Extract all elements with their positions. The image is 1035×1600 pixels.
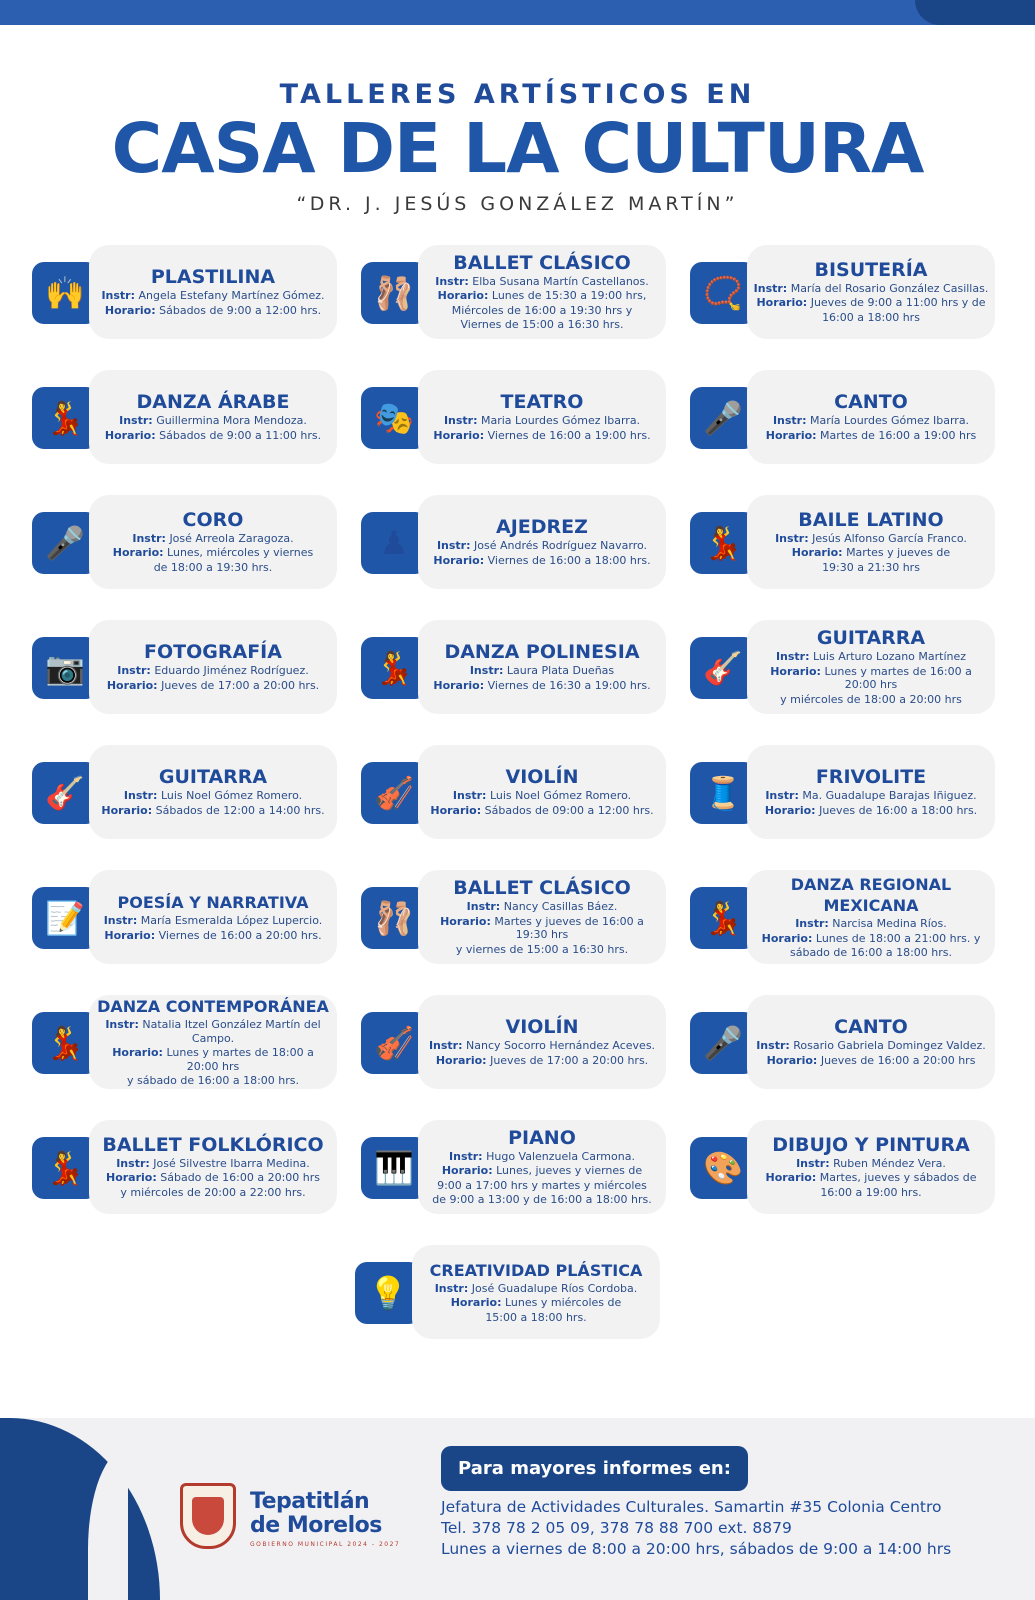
dancer-icon: 💃 — [45, 1024, 85, 1062]
workshop-card — [361, 370, 666, 464]
instructor-label: Instr: — [436, 539, 471, 552]
workshop-card — [690, 495, 995, 589]
dancer-icon: 💃 — [45, 1149, 85, 1187]
workshop-instructor — [424, 900, 660, 914]
schedule-text: 16:00 a 19:00 hrs. — [820, 1185, 922, 1199]
workshop-card — [361, 245, 666, 339]
schedule-text: Lunes, miércoles y viernes — [167, 546, 314, 560]
schedule-text: Jueves de 9:00 a 11:00 hrs y de — [810, 296, 986, 310]
top-bar-tab — [915, 0, 1035, 25]
page-header — [0, 78, 1035, 216]
instructor-name: Jesús Alfonso García Franco. — [812, 531, 967, 545]
workshop-card — [32, 995, 337, 1089]
instructor-label: Instr: — [105, 1018, 139, 1032]
schedule-label: Horario: — [105, 1171, 157, 1185]
instructor-name: Laura Plata Dueñas — [506, 664, 615, 677]
workshop-content — [747, 870, 995, 964]
instructor-name: Nancy Socorro Hernández Aceves. — [466, 1039, 656, 1052]
workshop-schedule — [95, 1074, 331, 1088]
instructor-name: María Lourdes Gómez Ibarra. — [810, 414, 970, 427]
schedule-text: Jueves de 16:00 a 20:00 hrs — [820, 1053, 976, 1067]
instructor-name: Maria Lourdes Gómez Ibarra. — [481, 414, 641, 427]
workshop-title: VIOLÍN — [505, 1016, 579, 1038]
workshop-content — [418, 495, 666, 589]
workshop-content — [418, 1120, 666, 1214]
workshop-instructor — [753, 917, 989, 931]
workshop-card — [361, 1120, 666, 1214]
schedule-text: sábado de 16:00 a 18:00 hrs. — [789, 946, 952, 960]
instructor-name: María Esmeralda López Lupercio. — [140, 914, 323, 927]
workshop-schedule — [424, 1054, 660, 1068]
schedule-text: 19:30 a 21:30 hrs — [822, 560, 920, 574]
instructor-label: Instr: — [775, 531, 809, 545]
instructor-label: Instr: — [101, 289, 135, 302]
instructor-name: Guillermina Mora Mendoza. — [156, 414, 307, 427]
ballet-shoes-icon: 🩰 — [374, 899, 414, 937]
workshop-card — [690, 370, 995, 464]
schedule-label: Horario: — [791, 546, 843, 560]
workshop-card — [32, 245, 337, 339]
schedule-text: 9:00 a 17:00 hrs y martes y miércoles — [437, 1178, 647, 1192]
instructor-name: Luis Arturo Lozano Martínez — [813, 650, 967, 663]
instructor-label: Instr: — [772, 414, 807, 427]
instructor-label: Instr: — [753, 281, 788, 295]
instructor-label: Instr: — [466, 900, 501, 913]
instructor-name: José Arreola Zaragoza. — [169, 531, 294, 545]
schedule-text: Martes de 16:00 a 19:00 hrs — [820, 428, 977, 442]
instructor-name: Nancy Casillas Báez. — [503, 900, 618, 913]
instructor-label: Instr: — [123, 789, 158, 802]
workshop-schedule — [753, 665, 989, 692]
schedule-text: y miércoles de 20:00 a 22:00 hrs. — [120, 1185, 306, 1199]
workshop-instructor — [95, 1018, 331, 1045]
workshop-instructor — [95, 289, 331, 303]
header-subtitle: “DR. J. JESÚS GONZÁLEZ MARTÍN” — [296, 193, 739, 215]
workshop-schedule — [424, 943, 660, 957]
schedule-text: Miércoles de 16:00 a 19:30 hrs y — [451, 303, 633, 317]
municipal-crest-icon — [180, 1483, 236, 1549]
schedule-text: Sábados de 9:00 a 12:00 hrs. — [159, 303, 322, 317]
workshop-schedule — [95, 929, 331, 943]
footer-swoosh — [0, 1418, 160, 1600]
piano-keys-icon: 🎹 — [374, 1149, 414, 1187]
schedule-text: Jueves de 16:00 a 18:00 hrs. — [819, 803, 978, 817]
workshop-title: CANTO — [834, 391, 908, 413]
memo-icon: 📝 — [45, 899, 85, 937]
workshop-content — [418, 995, 666, 1089]
workshop-title: FOTOGRAFÍA — [144, 641, 282, 663]
workshop-content — [747, 245, 995, 339]
workshop-content — [89, 495, 337, 589]
workshop-content — [418, 370, 666, 464]
ballet-shoes-icon: 🩰 — [374, 274, 414, 312]
schedule-text: Viernes de 16:00 a 20:00 hrs. — [158, 928, 322, 942]
schedule-label: Horario: — [433, 553, 485, 567]
light-bulb-icon: 💡 — [368, 1274, 408, 1312]
bead-necklace-icon: 📿 — [703, 274, 743, 312]
instructor-name: Hugo Valenzuela Carmona. — [486, 1149, 635, 1163]
instructor-name: María del Rosario González Casillas. — [790, 281, 989, 295]
header-kicker: TALLERES ARTÍSTICOS EN — [279, 79, 756, 110]
instructor-label: Instr: — [796, 1156, 830, 1170]
workshop-schedule — [95, 1171, 331, 1185]
workshop-title: PLASTILINA — [150, 266, 276, 288]
artist-palette-icon: 🎨 — [703, 1149, 743, 1187]
schedule-text: Lunes, jueves y viernes de — [496, 1164, 643, 1177]
workshop-instructor — [424, 664, 660, 678]
schedule-label: Horario: — [450, 1296, 502, 1310]
workshop-instructor — [95, 664, 331, 678]
instructor-label: Instr: — [132, 531, 166, 545]
workshop-card — [361, 870, 666, 964]
workshop-card — [690, 1120, 995, 1214]
workshop-schedule — [95, 304, 331, 318]
workshop-content — [747, 620, 995, 714]
workshop-title: FRIVOLITE — [815, 766, 927, 788]
workshop-title: DIBUJO Y PINTURA — [772, 1133, 970, 1156]
workshop-content — [89, 745, 337, 839]
workshop-schedule — [424, 1179, 660, 1193]
workshop-schedule — [95, 679, 331, 693]
instructor-label: Instr: — [428, 1039, 463, 1052]
schedule-label: Horario: — [430, 803, 482, 817]
brand-line-2: de Morelos — [250, 1513, 382, 1538]
workshop-content — [89, 245, 337, 339]
schedule-label: Horario: — [106, 678, 158, 692]
instructor-name: Luis Noel Gómez Romero. — [160, 789, 303, 802]
workshop-schedule — [418, 1296, 654, 1310]
workshop-content — [89, 370, 337, 464]
workshop-title: CREATIVIDAD PLÁSTICA — [429, 1260, 643, 1280]
schedule-label: Horario: — [770, 664, 821, 678]
workshop-content — [747, 495, 995, 589]
workshop-schedule — [95, 1046, 331, 1073]
microphone-icon: 🎤 — [703, 1024, 743, 1062]
schedule-label: Horario: — [101, 803, 153, 817]
workshop-schedule — [424, 429, 660, 443]
instructor-label: Instr: — [116, 1156, 150, 1170]
workshop-card — [361, 495, 666, 589]
schedule-label: Horario: — [761, 931, 813, 945]
chess-pawn-icon: ♟ — [379, 524, 409, 562]
instructor-label: Instr: — [756, 1039, 790, 1052]
workshop-schedule — [95, 561, 331, 575]
schedule-text: Viernes de 16:30 a 19:00 hrs. — [487, 678, 651, 692]
workshop-schedule — [753, 561, 989, 575]
theater-masks-icon: 🎭 — [374, 399, 414, 437]
instructor-label: Instr: — [119, 414, 153, 427]
top-bar — [0, 0, 1035, 25]
instructor-name: Angela Estefany Martínez Gómez. — [138, 289, 325, 302]
workshop-schedule — [424, 1193, 660, 1207]
workshop-instructor — [424, 1039, 660, 1053]
workshop-schedule — [95, 804, 331, 818]
workshop-card — [361, 995, 666, 1089]
schedule-label: Horario: — [104, 428, 156, 442]
workshop-instructor — [753, 414, 989, 428]
workshop-schedule — [424, 915, 660, 942]
schedule-text: Viernes de 16:00 a 19:00 hrs. — [487, 428, 651, 442]
schedule-label: Horario: — [765, 1171, 817, 1185]
workshop-instructor — [753, 282, 989, 296]
schedule-text: 15:00 a 18:00 hrs. — [485, 1310, 587, 1324]
workshop-schedule — [753, 1171, 989, 1185]
microphone-icon: 🎤 — [703, 399, 743, 437]
workshop-title: DANZA CONTEMPORÁNEA — [97, 997, 329, 1017]
guitar-icon: 🎸 — [45, 774, 85, 812]
workshop-title: BISUTERÍA — [814, 258, 928, 281]
schedule-text: Lunes de 15:30 a 19:00 hrs, — [491, 289, 647, 302]
schedule-text: Sábados de 9:00 a 11:00 hrs. — [159, 428, 322, 442]
workshop-title: GUITARRA — [158, 766, 268, 788]
schedule-text: y viernes de 15:00 a 16:30 hrs. — [455, 942, 629, 956]
workshop-card — [690, 745, 995, 839]
schedule-label: Horario: — [104, 928, 156, 942]
workshop-content — [747, 1120, 995, 1214]
workshop-content — [747, 745, 995, 839]
workshop-schedule — [753, 296, 989, 310]
schedule-label: Horario: — [766, 1053, 818, 1067]
schedule-text: Viernes de 15:00 a 16:30 hrs. — [460, 318, 624, 331]
instructor-name: José Silvestre Ibarra Medina. — [153, 1156, 310, 1170]
schedule-text: Martes y jueves de — [846, 546, 951, 560]
instructor-name: Ma. Guadalupe Barajas Iñiguez. — [802, 789, 977, 802]
workshop-instructor — [95, 914, 331, 928]
workshop-instructor — [424, 539, 660, 553]
workshop-schedule — [753, 1186, 989, 1200]
workshop-content — [747, 995, 995, 1089]
workshop-schedule — [424, 804, 660, 818]
schedule-text: Lunes de 18:00 a 21:00 hrs. y — [815, 931, 981, 945]
workshop-schedule — [424, 554, 660, 568]
workshop-content — [747, 370, 995, 464]
workshop-schedule — [753, 1054, 989, 1068]
instructor-name: José Guadalupe Ríos Cordoba. — [471, 1281, 638, 1295]
schedule-text: Martes y jueves de 16:00 a 19:30 hrs — [494, 914, 644, 941]
instructor-name: Natalia Itzel González Martín del Campo. — [142, 1018, 321, 1045]
instructor-name: Narcisa Medina Ríos. — [832, 917, 947, 931]
schedule-label: Horario: — [440, 914, 491, 928]
workshop-card — [690, 245, 995, 339]
schedule-text: de 18:00 a 19:30 hrs. — [153, 560, 273, 574]
schedule-text: Jueves de 17:00 a 20:00 hrs. — [161, 678, 320, 692]
more-info-banner: Para mayores informes en: — [441, 1446, 748, 1491]
workshop-title: CANTO — [834, 1016, 908, 1038]
dancer-icon: 💃 — [45, 399, 85, 437]
workshop-card — [32, 620, 337, 714]
instructor-name: Luis Noel Gómez Romero. — [489, 789, 632, 802]
workshop-title: GUITARRA — [816, 627, 926, 649]
instructor-name: José Andrés Rodríguez Navarro. — [474, 539, 648, 552]
workshop-instructor — [95, 1157, 331, 1171]
workshop-schedule — [753, 693, 989, 707]
workshop-content — [89, 620, 337, 714]
workshop-schedule — [753, 932, 989, 946]
schedule-label: Horario: — [433, 428, 485, 442]
workshop-title: DANZA ÁRABE — [136, 391, 290, 413]
workshop-card — [32, 495, 337, 589]
workshop-content — [89, 870, 337, 964]
brand-logo — [250, 1490, 400, 1548]
workshop-schedule — [424, 318, 660, 332]
workshop-content — [418, 870, 666, 964]
schedule-text: Sábados de 09:00 a 12:00 hrs. — [484, 803, 654, 817]
workshop-content — [418, 245, 666, 339]
instructor-label: Instr: — [434, 1281, 469, 1295]
schedule-text: Lunes y miércoles de — [504, 1296, 622, 1310]
workshop-card — [690, 995, 995, 1089]
workshop-content — [89, 995, 337, 1089]
brand-line-1: Tepatitlán — [250, 1489, 370, 1514]
workshop-title: BALLET CLÁSICO — [453, 877, 631, 899]
contact-address: Jefatura de Actividades Culturales. Samartin #35 Colonia Centro — [441, 1498, 942, 1516]
workshop-instructor — [424, 789, 660, 803]
workshop-card — [355, 1245, 660, 1339]
workshop-instructor — [424, 414, 660, 428]
instructor-name: Elba Susana Martín Castellanos. — [472, 274, 649, 288]
contact-info — [441, 1497, 951, 1560]
thread-spool-icon: 🧵 — [703, 774, 743, 812]
schedule-text: Sábados de 12:00 a 14:00 hrs. — [155, 803, 325, 817]
schedule-text: Lunes y martes de 18:00 a 20:00 hrs — [166, 1046, 314, 1073]
contact-hours: Lunes a viernes de 8:00 a 20:00 hrs, sábados de 9:00 a 14:00 hrs — [441, 1540, 952, 1558]
workshop-title: BAILE LATINO — [798, 508, 944, 531]
instructor-label: Instr: — [103, 914, 138, 927]
workshop-schedule — [95, 429, 331, 443]
schedule-text: Martes, jueves y sábados de — [819, 1171, 977, 1185]
instructor-label: Instr: — [435, 274, 469, 288]
instructor-label: Instr: — [469, 664, 504, 677]
workshop-card — [32, 870, 337, 964]
instructor-label: Instr: — [117, 664, 151, 677]
schedule-text: y miércoles de 18:00 a 20:00 hrs — [780, 692, 962, 706]
workshop-schedule — [753, 946, 989, 960]
schedule-label: Horario: — [112, 1046, 163, 1060]
schedule-text: Lunes y martes de 16:00 a 20:00 hrs — [824, 664, 972, 691]
workshop-instructor — [424, 1150, 660, 1164]
workshop-title: POESÍA Y NARRATIVA — [117, 893, 309, 912]
schedule-label: Horario: — [104, 303, 156, 317]
workshop-card — [690, 870, 995, 964]
instructor-label: Instr: — [449, 1149, 483, 1163]
schedule-label: Horario: — [437, 289, 489, 302]
workshop-title: BALLET CLÁSICO — [453, 251, 631, 274]
workshop-instructor — [95, 789, 331, 803]
workshop-title: TEATRO — [500, 391, 584, 413]
schedule-label: Horario: — [756, 296, 808, 310]
dancer-icon: 💃 — [374, 649, 414, 687]
workshop-instructor — [95, 414, 331, 428]
workshop-instructor — [753, 789, 989, 803]
schedule-label: Horario: — [112, 546, 164, 560]
schedule-text: Jueves de 17:00 a 20:00 hrs. — [490, 1053, 649, 1067]
instructor-name: Eduardo Jiménez Rodríguez. — [154, 664, 309, 677]
schedule-label: Horario: — [765, 428, 817, 442]
schedule-label: Horario: — [435, 1053, 487, 1067]
workshop-schedule — [424, 1164, 660, 1178]
workshop-schedule — [753, 311, 989, 325]
guitar-icon: 🎸 — [703, 649, 743, 687]
workshop-card — [32, 370, 337, 464]
workshop-content — [418, 620, 666, 714]
workshop-instructor — [753, 650, 989, 664]
schedule-text: 16:00 a 18:00 hrs — [822, 310, 920, 324]
brand-tagline: GOBIERNO MUNICIPAL 2024 - 2027 — [250, 1541, 401, 1548]
workshop-card — [32, 1120, 337, 1214]
workshop-title: VIOLÍN — [505, 766, 579, 788]
workshop-content — [412, 1245, 660, 1339]
camera-icon: 📷 — [45, 649, 85, 687]
workshop-instructor — [424, 275, 660, 289]
workshop-title: DANZA POLINESIA — [444, 641, 640, 663]
instructor-label: Instr: — [765, 789, 799, 802]
workshop-card — [361, 620, 666, 714]
workshop-schedule — [424, 679, 660, 693]
workshop-schedule — [418, 1311, 654, 1325]
workshop-card — [32, 745, 337, 839]
workshop-card — [690, 620, 995, 714]
workshop-schedule — [424, 304, 660, 318]
workshop-schedule — [95, 546, 331, 560]
workshop-schedule — [424, 289, 660, 303]
violin-icon: 🎻 — [374, 1024, 414, 1062]
raised-hands-icon: 🙌 — [45, 274, 85, 312]
workshop-title: AJEDREZ — [496, 516, 588, 538]
workshop-instructor — [418, 1282, 654, 1296]
workshop-instructor — [753, 532, 989, 546]
workshop-content — [418, 745, 666, 839]
workshop-card — [361, 745, 666, 839]
instructor-label: Instr: — [443, 414, 478, 427]
schedule-text: y sábado de 16:00 a 18:00 hrs. — [126, 1074, 299, 1088]
workshop-title: BALLET FOLKLÓRICO — [102, 1133, 324, 1156]
dancer-icon: 💃 — [703, 524, 743, 562]
workshop-title: PIANO — [508, 1126, 576, 1149]
schedule-text: Viernes de 16:00 a 18:00 hrs. — [487, 553, 651, 567]
workshop-instructor — [95, 532, 331, 546]
workshop-title: CORO — [182, 508, 244, 531]
workshop-instructor — [753, 1157, 989, 1171]
schedule-text: de 9:00 a 13:00 y de 16:00 a 18:00 hrs. — [432, 1193, 652, 1206]
contact-phone: Tel. 378 78 2 05 09, 378 78 88 700 ext. 8879 — [441, 1519, 792, 1537]
violin-icon: 🎻 — [374, 774, 414, 812]
instructor-name: Ruben Méndez Vera. — [833, 1156, 946, 1170]
instructor-label: Instr: — [775, 650, 810, 663]
schedule-label: Horario: — [441, 1164, 493, 1177]
workshop-instructor — [753, 1039, 989, 1053]
workshop-schedule — [753, 429, 989, 443]
workshop-content — [89, 1120, 337, 1214]
page-title: CASA DE LA CULTURA — [111, 109, 924, 189]
schedule-label: Horario: — [433, 678, 485, 692]
instructor-name: Rosario Gabriela Domingez Valdez. — [793, 1039, 986, 1052]
instructor-label: Instr: — [795, 917, 829, 931]
workshop-schedule — [753, 546, 989, 560]
schedule-text: Sábado de 16:00 a 20:00 hrs — [160, 1171, 321, 1185]
schedule-label: Horario: — [764, 803, 816, 817]
instructor-label: Instr: — [452, 789, 487, 802]
workshop-schedule — [753, 804, 989, 818]
workshop-schedule — [95, 1186, 331, 1200]
microphone-icon: 🎤 — [45, 524, 85, 562]
dancer-icon: 💃 — [703, 899, 743, 937]
workshop-title: DANZA REGIONAL MEXICANA — [790, 875, 952, 916]
